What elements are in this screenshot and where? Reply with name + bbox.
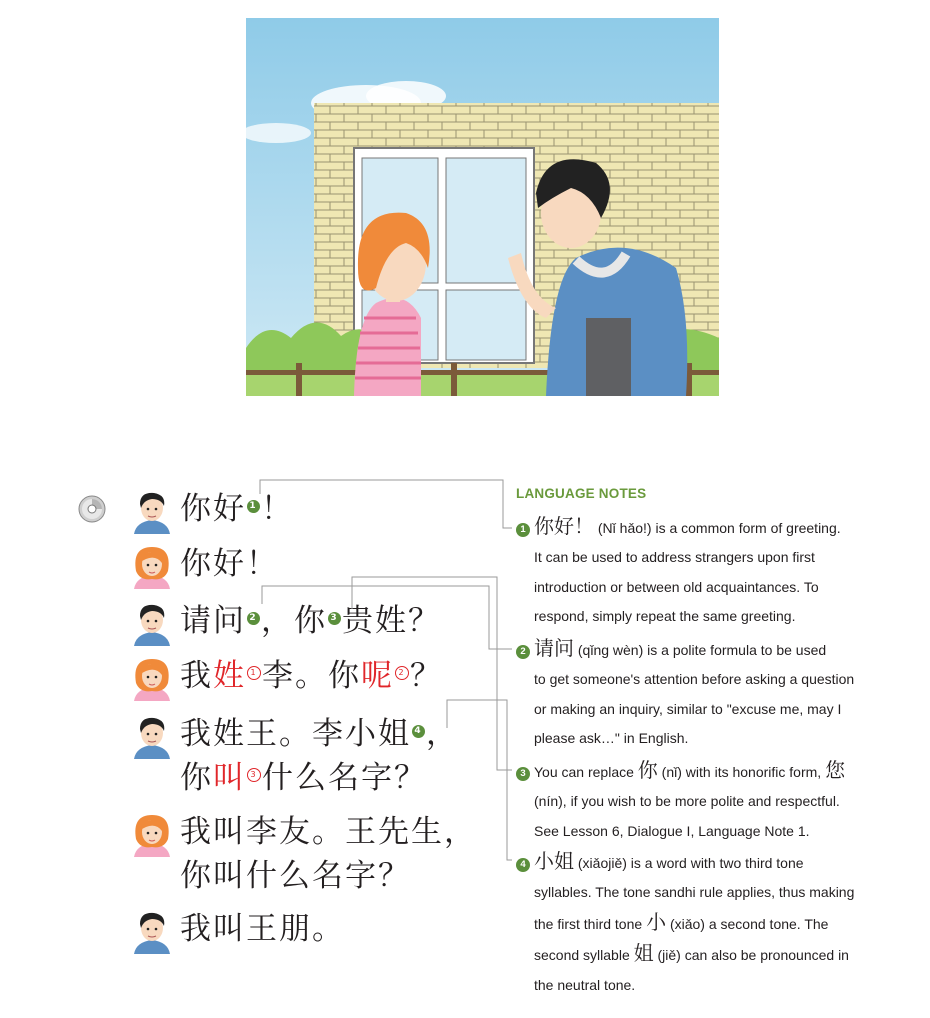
note-text: please ask…" in English. <box>534 730 689 747</box>
wang-peng-avatar <box>128 906 176 954</box>
grammar-marker-3[interactable]: 3 <box>247 768 261 782</box>
note-text: (Nǐ hǎo!) is a common form of greeting. <box>594 520 841 536</box>
li-you-avatar <box>128 653 176 701</box>
note-text: (qǐng wèn) is a polite formula to be used <box>574 642 827 658</box>
language-note-3 <box>516 756 901 846</box>
note-text: syllables. The tone sandhi rule applies, thus making <box>534 884 855 901</box>
note-text: (nín), if you wish to be more polite and respectful. <box>534 793 840 810</box>
dialogue-text: 我叫王朋。 <box>180 911 345 947</box>
grammar-highlight: 叫 <box>213 760 246 796</box>
note-chinese-term: 你好！ <box>534 514 594 538</box>
text-segment: 李。你 <box>262 658 361 694</box>
text-segment: 我姓王。李小姐 <box>180 716 411 752</box>
language-note-2 <box>516 634 901 754</box>
audio-cd-icon[interactable] <box>77 494 107 524</box>
dialogue-text: 我叫李友。王先生， <box>180 814 477 850</box>
note-number-2: 2 <box>516 645 530 659</box>
dialogue-text-continued <box>180 755 427 801</box>
wang-peng-avatar <box>128 598 176 646</box>
note-number-4: 4 <box>516 858 530 872</box>
note-number-3: 3 <box>516 767 530 781</box>
text-segment: ， <box>426 716 459 752</box>
language-note-1 <box>516 512 901 632</box>
language-notes-title: LANGUAGE NOTES <box>516 486 647 501</box>
text-segment: 什么名字？ <box>262 760 427 796</box>
greeting-text: 你好 <box>180 491 246 527</box>
text-segment: ，你 <box>261 603 327 639</box>
note-chinese-term: 小 <box>646 909 667 934</box>
dialogue-text <box>180 653 443 699</box>
li-you-avatar <box>128 809 176 857</box>
note-text: introduction or between old acquaintances. To <box>534 578 819 595</box>
note-text: the first third tone <box>534 915 647 932</box>
dialogue-text-continued: 你叫什么名字？ <box>180 858 411 894</box>
note-text: respond, simply repeat the same greeting. <box>534 608 796 625</box>
note-number-1: 1 <box>516 523 530 537</box>
text-segment: 你 <box>180 760 213 796</box>
dialogue-text <box>180 711 459 757</box>
wang-peng-avatar <box>128 711 176 759</box>
dialogue-text <box>180 486 294 532</box>
note-text: or making an inquiry, similar to "excuse me, may I <box>534 700 842 717</box>
note-text: (jiě) can also be pronounced in <box>653 947 849 964</box>
note-text: (xiǎojiě) is a word with two third tone <box>574 855 804 871</box>
note-chinese-term: 您 <box>825 758 846 782</box>
note-text: the neutral tone. <box>534 976 636 993</box>
note-chinese-term: 你 <box>637 758 658 782</box>
grammar-marker-1[interactable]: 1 <box>247 666 261 680</box>
note-chinese-term: 请问 <box>534 636 574 660</box>
language-note-4 <box>516 847 901 1000</box>
text-segment: 我 <box>180 658 213 694</box>
dialogue-text <box>180 598 441 644</box>
note-text: to get someone's attention before asking a question <box>534 671 855 688</box>
note-text: second syllable <box>534 947 634 964</box>
note-marker-3[interactable]: 3 <box>328 612 341 625</box>
note-text: See Lesson 6, Dialogue I, Language Note 1. <box>534 822 810 839</box>
note-chinese-term: 姐 <box>633 941 654 966</box>
text-segment: ？ <box>410 658 443 694</box>
dialogue-illustration <box>246 18 719 396</box>
punctuation: ！ <box>261 491 294 527</box>
note-text: You can replace <box>534 764 638 780</box>
note-marker-4[interactable]: 4 <box>412 725 425 738</box>
li-you-avatar <box>128 541 176 589</box>
note-chinese-term: 小姐 <box>534 849 574 873</box>
note-text: (nǐ) with its honorific form, <box>657 764 826 780</box>
dialogue-text: 你好！ <box>180 546 279 582</box>
grammar-highlight: 呢 <box>361 658 394 694</box>
text-segment: 贵姓？ <box>342 603 441 639</box>
wang-peng-avatar <box>128 486 176 534</box>
note-text: (xiǎo) a second tone. The <box>666 915 829 932</box>
note-marker-1[interactable]: 1 <box>247 500 260 513</box>
grammar-highlight: 姓 <box>213 658 246 694</box>
note-marker-2[interactable]: 2 <box>247 612 260 625</box>
text-segment: 请问 <box>180 603 246 639</box>
note-text: It can be used to address strangers upon first <box>534 549 815 566</box>
grammar-marker-2[interactable]: 2 <box>395 666 409 680</box>
